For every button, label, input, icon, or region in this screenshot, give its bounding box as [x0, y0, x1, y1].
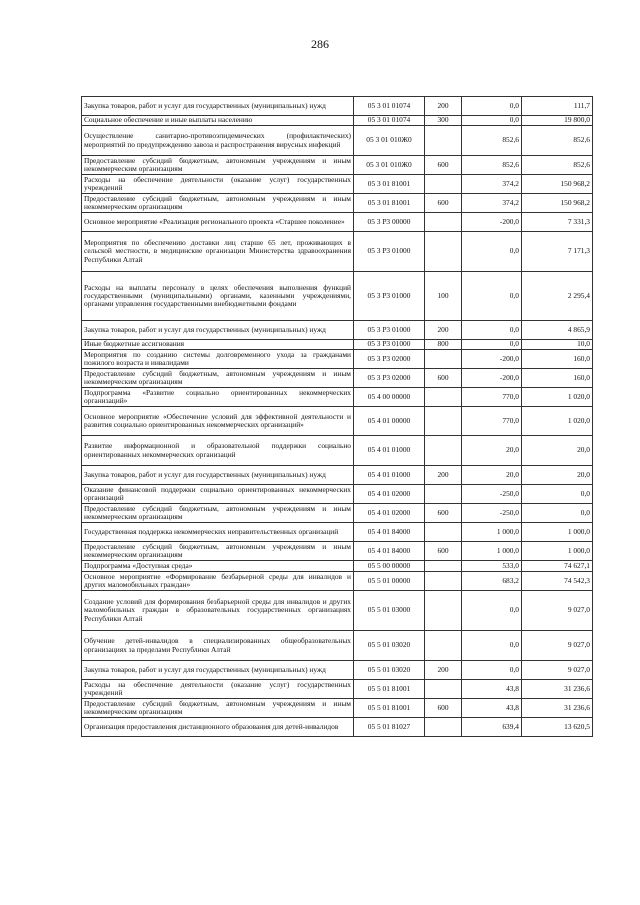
target-code-cell: 05 4 00 00000 [354, 388, 425, 407]
change-amount-cell: 0,0 [462, 232, 522, 272]
total-amount-cell: 1 020,0 [522, 407, 593, 436]
expense-type-cell [425, 718, 462, 737]
change-amount-cell: 852,6 [462, 156, 522, 175]
expense-name-cell: Основное мероприятие «Формирование безбарьерной среды для инвалидов и других маломобильных граждан» [82, 572, 354, 591]
expense-name-cell: Предоставление субсидий бюджетным, автономным учреждениям и иным некоммерческим организациям [82, 699, 354, 718]
table-row [82, 631, 593, 661]
total-amount-cell: 160,0 [522, 350, 593, 369]
page-number: 286 [311, 37, 329, 51]
expense-name-cell: Мероприятия по обеспечению доставки лиц старше 65 лет, проживающих в сельской местности, в медицинские организации Министерства здравоохранения Республики Алтай [82, 232, 354, 272]
expense-type-cell: 200 [425, 97, 462, 116]
change-amount-cell: 374,2 [462, 194, 522, 213]
expense-type-cell: 600 [425, 699, 462, 718]
expense-name-cell: Государственная поддержка некоммерческих неправительственных организаций [82, 523, 354, 542]
expense-type-cell: 200 [425, 321, 462, 340]
expense-type-cell [425, 591, 462, 631]
table-row [82, 572, 593, 591]
table-row [82, 340, 593, 350]
target-code-cell: 05 4 01 84000 [354, 523, 425, 542]
change-amount-cell: 43,8 [462, 699, 522, 718]
target-code-cell: 05 4 01 01000 [354, 436, 425, 466]
change-amount-cell: 639,4 [462, 718, 522, 737]
change-amount-cell: -200,0 [462, 213, 522, 232]
expense-type-cell [425, 561, 462, 572]
expense-name-cell: Предоставление субсидий бюджетным, автономным учреждениям и иным некоммерческим организациям [82, 542, 354, 561]
target-code-cell: 05 5 01 00000 [354, 572, 425, 591]
table-row [82, 661, 593, 680]
budget-table [81, 96, 593, 737]
expense-name-cell: Закупка товаров, работ и услуг для государственных (муниципальных) нужд [82, 97, 354, 116]
total-amount-cell: 852,6 [522, 156, 593, 175]
target-code-cell: 05 5 01 03020 [354, 661, 425, 680]
expense-name-cell: Закупка товаров, работ и услуг для государственных (муниципальных) нужд [82, 321, 354, 340]
total-amount-cell: 19 800,0 [522, 116, 593, 126]
target-code-cell: 05 3 01 81001 [354, 175, 425, 194]
expense-type-cell: 800 [425, 340, 462, 350]
change-amount-cell: 1 000,0 [462, 523, 522, 542]
expense-name-cell: Расходы на обеспечение деятельности (оказание услуг) государственных учреждений [82, 680, 354, 699]
target-code-cell: 05 3 01 010Ж0 [354, 156, 425, 175]
change-amount-cell: 0,0 [462, 591, 522, 631]
target-code-cell: 05 3 P3 01000 [354, 340, 425, 350]
total-amount-cell: 150 968,2 [522, 175, 593, 194]
expense-type-cell [425, 436, 462, 466]
expense-type-cell: 600 [425, 369, 462, 388]
expense-type-cell: 600 [425, 504, 462, 523]
expense-type-cell: 300 [425, 116, 462, 126]
expense-name-cell: Расходы на выплаты персоналу в целях обеспечения выполнения функций государственными (муниципальными) органами, казенными учреждениями, органами управления государственными внебюджетными фондами [82, 272, 354, 321]
expense-name-cell: Расходы на обеспечение деятельности (оказание услуг) государственных учреждений [82, 175, 354, 194]
expense-name-cell: Социальное обеспечение и иные выплаты населению [82, 116, 354, 126]
target-code-cell: 05 3 P3 01000 [354, 321, 425, 340]
change-amount-cell: 683,2 [462, 572, 522, 591]
expense-name-cell: Основное мероприятие «Реализация регионального проекта «Старшее поколение» [82, 213, 354, 232]
table-row [82, 126, 593, 156]
total-amount-cell: 13 620,5 [522, 718, 593, 737]
table-row [82, 504, 593, 523]
expense-type-cell: 200 [425, 466, 462, 485]
expense-name-cell: Мероприятия по созданию системы долговременного ухода за гражданами пожилого возраста и инвалидами [82, 350, 354, 369]
table-row [82, 436, 593, 466]
table-row [82, 591, 593, 631]
expense-name-cell: Обучение детей-инвалидов в специализированных общеобразовательных организациях за пределами Республики Алтай [82, 631, 354, 661]
target-code-cell: 05 3 P3 01000 [354, 272, 425, 321]
change-amount-cell: 20,0 [462, 436, 522, 466]
total-amount-cell: 111,7 [522, 97, 593, 116]
expense-name-cell: Предоставление субсидий бюджетным, автономным учреждениям и иным некоммерческим организациям [82, 504, 354, 523]
table-row [82, 194, 593, 213]
change-amount-cell: -200,0 [462, 369, 522, 388]
total-amount-cell: 20,0 [522, 466, 593, 485]
table-row [82, 561, 593, 572]
change-amount-cell: 770,0 [462, 388, 522, 407]
change-amount-cell: 0,0 [462, 97, 522, 116]
change-amount-cell: 0,0 [462, 272, 522, 321]
expense-type-cell [425, 523, 462, 542]
change-amount-cell: 852,6 [462, 126, 522, 156]
expense-name-cell: Предоставление субсидий бюджетным, автономным учреждениям и иным некоммерческим организациям [82, 156, 354, 175]
target-code-cell: 05 4 01 02000 [354, 485, 425, 504]
expense-name-cell: Предоставление субсидий бюджетным, автономным учреждениям и иным некоммерческим организациям [82, 194, 354, 213]
expense-name-cell: Основное мероприятие «Обеспечение условий для эффективной деятельности и развития социально ориентированных некоммерческих организаций» [82, 407, 354, 436]
target-code-cell: 05 3 P3 00000 [354, 213, 425, 232]
expense-name-cell: Иные бюджетные ассигнования [82, 340, 354, 350]
expense-type-cell [425, 350, 462, 369]
expense-name-cell: Предоставление субсидий бюджетным, автономным учреждениям и иным некоммерческим организациям [82, 369, 354, 388]
target-code-cell: 05 5 00 00000 [354, 561, 425, 572]
expense-type-cell [425, 680, 462, 699]
total-amount-cell: 74 542,3 [522, 572, 593, 591]
total-amount-cell: 852,6 [522, 126, 593, 156]
change-amount-cell: 374,2 [462, 175, 522, 194]
change-amount-cell: -200,0 [462, 350, 522, 369]
table-row [82, 680, 593, 699]
total-amount-cell: 9 027,0 [522, 661, 593, 680]
change-amount-cell: 1 000,0 [462, 542, 522, 561]
change-amount-cell: 533,0 [462, 561, 522, 572]
target-code-cell: 05 3 01 81001 [354, 194, 425, 213]
table-row [82, 523, 593, 542]
table-row [82, 97, 593, 116]
target-code-cell: 05 4 01 01000 [354, 466, 425, 485]
change-amount-cell: 0,0 [462, 631, 522, 661]
expense-type-cell [425, 126, 462, 156]
table-row [82, 213, 593, 232]
expense-type-cell [425, 388, 462, 407]
table-row [82, 466, 593, 485]
target-code-cell: 05 5 01 81001 [354, 699, 425, 718]
expense-type-cell [425, 232, 462, 272]
total-amount-cell: 0,0 [522, 504, 593, 523]
total-amount-cell: 9 027,0 [522, 591, 593, 631]
expense-type-cell: 600 [425, 156, 462, 175]
target-code-cell: 05 3 01 01074 [354, 97, 425, 116]
change-amount-cell: 0,0 [462, 116, 522, 126]
total-amount-cell: 1 000,0 [522, 542, 593, 561]
target-code-cell: 05 4 01 00000 [354, 407, 425, 436]
target-code-cell: 05 3 01 010Ж0 [354, 126, 425, 156]
expense-type-cell [425, 407, 462, 436]
change-amount-cell: 0,0 [462, 340, 522, 350]
target-code-cell: 05 5 01 03000 [354, 591, 425, 631]
expense-name-cell: Организация предоставления дистанционного образования для детей-инвалидов [82, 718, 354, 737]
expense-name-cell: Закупка товаров, работ и услуг для государственных (муниципальных) нужд [82, 661, 354, 680]
table-row [82, 321, 593, 340]
total-amount-cell: 74 627,1 [522, 561, 593, 572]
expense-type-cell [425, 631, 462, 661]
target-code-cell: 05 4 01 84000 [354, 542, 425, 561]
target-code-cell: 05 3 01 01074 [354, 116, 425, 126]
table-row [82, 272, 593, 321]
total-amount-cell: 150 968,2 [522, 194, 593, 213]
table-row [82, 407, 593, 436]
expense-type-cell: 100 [425, 272, 462, 321]
total-amount-cell: 1 000,0 [522, 523, 593, 542]
total-amount-cell: 7 331,3 [522, 213, 593, 232]
expense-type-cell [425, 572, 462, 591]
expense-type-cell [425, 213, 462, 232]
expense-name-cell: Осуществление санитарно-противоэпидемических (профилактических) мероприятий по предупреждению завоза и распространения вирусных инфекций [82, 126, 354, 156]
expense-name-cell: Оказание финансовой поддержки социально ориентированных некоммерческих организаций [82, 485, 354, 504]
change-amount-cell: -250,0 [462, 504, 522, 523]
target-code-cell: 05 3 P3 02000 [354, 350, 425, 369]
expense-name-cell: Развитие информационной и образовательной поддержки социально ориентированных некоммерческих организаций [82, 436, 354, 466]
table-row [82, 388, 593, 407]
change-amount-cell: 0,0 [462, 661, 522, 680]
table-row [82, 485, 593, 504]
change-amount-cell: 770,0 [462, 407, 522, 436]
expense-type-cell: 200 [425, 661, 462, 680]
change-amount-cell: 43,8 [462, 680, 522, 699]
total-amount-cell: 2 295,4 [522, 272, 593, 321]
total-amount-cell: 0,0 [522, 485, 593, 504]
table-row [82, 369, 593, 388]
table-row [82, 718, 593, 737]
target-code-cell: 05 3 P3 02000 [354, 369, 425, 388]
target-code-cell: 05 5 01 03020 [354, 631, 425, 661]
expense-type-cell: 600 [425, 194, 462, 213]
table-row [82, 116, 593, 126]
table-row [82, 232, 593, 272]
target-code-cell: 05 3 P3 01000 [354, 232, 425, 272]
table-row [82, 350, 593, 369]
target-code-cell: 05 5 01 81027 [354, 718, 425, 737]
change-amount-cell: 0,0 [462, 321, 522, 340]
change-amount-cell: 20,0 [462, 466, 522, 485]
table-row [82, 156, 593, 175]
total-amount-cell: 1 020,0 [522, 388, 593, 407]
total-amount-cell: 7 171,3 [522, 232, 593, 272]
target-code-cell: 05 5 01 81001 [354, 680, 425, 699]
table-row [82, 175, 593, 194]
change-amount-cell: -250,0 [462, 485, 522, 504]
total-amount-cell: 20,0 [522, 436, 593, 466]
expense-name-cell: Подпрограмма «Развитие социально ориентированных некоммерческих организаций» [82, 388, 354, 407]
total-amount-cell: 4 865,9 [522, 321, 593, 340]
expense-name-cell: Закупка товаров, работ и услуг для государственных (муниципальных) нужд [82, 466, 354, 485]
table-row [82, 699, 593, 718]
expense-type-cell [425, 485, 462, 504]
budget-table-body [82, 97, 593, 737]
total-amount-cell: 9 027,0 [522, 631, 593, 661]
total-amount-cell: 10,0 [522, 340, 593, 350]
total-amount-cell: 31 236,6 [522, 680, 593, 699]
expense-type-cell [425, 175, 462, 194]
expense-name-cell: Подпрограмма «Доступная среда» [82, 561, 354, 572]
total-amount-cell: 31 236,6 [522, 699, 593, 718]
table-row [82, 542, 593, 561]
expense-name-cell: Создание условий для формирования безбарьерной среды для инвалидов и других маломобильных граждан в образовательных государственных организациях Республики Алтай [82, 591, 354, 631]
target-code-cell: 05 4 01 02000 [354, 504, 425, 523]
total-amount-cell: 160,0 [522, 369, 593, 388]
expense-type-cell: 600 [425, 542, 462, 561]
